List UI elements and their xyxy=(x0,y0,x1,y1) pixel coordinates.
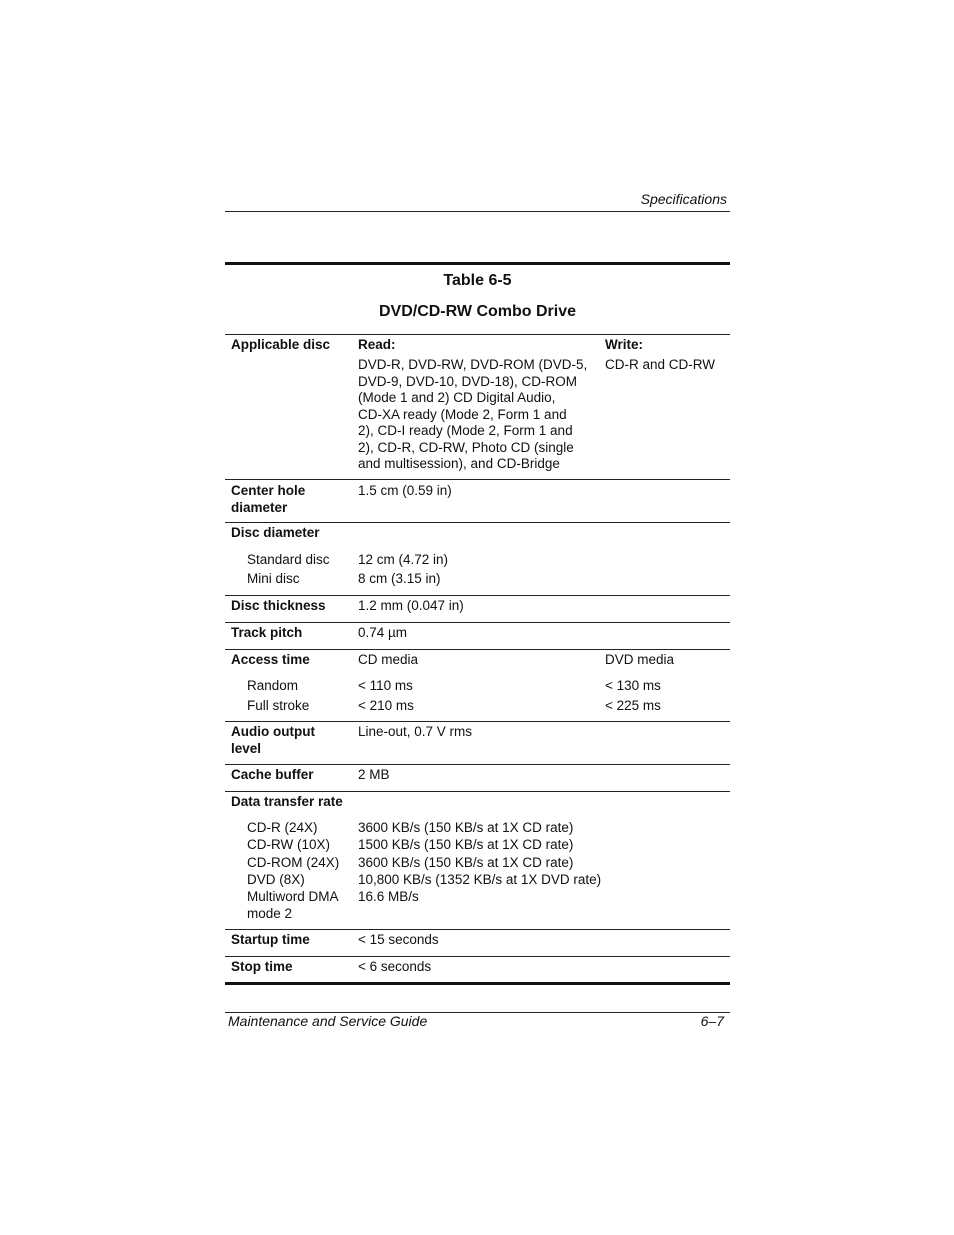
text-line: CD-XA ready (Mode 2, Form 1 and xyxy=(358,406,567,422)
sub-value: 8 cm (3.15 in) xyxy=(358,571,441,586)
row-label: Stop time xyxy=(231,959,293,974)
text-line: level xyxy=(231,740,262,756)
row-stop-time xyxy=(225,957,730,982)
text-line: (Mode 1 and 2) CD Digital Audio, xyxy=(358,390,556,405)
sub-label: DVD (8X) xyxy=(247,872,305,887)
cd-value: < 110 ms xyxy=(358,678,413,693)
sub-value: 1500 KB/s (150 KB/s at 1X CD rate) xyxy=(358,837,574,852)
text-line: DVD-R, DVD-RW, DVD-ROM (DVD-5, xyxy=(358,357,588,372)
table-title: DVD/CD-RW Combo Drive xyxy=(378,303,577,320)
row-data-transfer xyxy=(225,792,730,930)
row-label xyxy=(231,724,355,757)
row-value: 0.74 µm xyxy=(358,625,408,640)
sub-value: 12 cm (4.72 in) xyxy=(358,552,449,567)
text-line: diameter xyxy=(231,499,288,515)
sub-label: CD-R (24X) xyxy=(247,820,318,835)
row-disc-thickness xyxy=(225,596,730,623)
row-value: Line-out, 0.7 V rms xyxy=(358,724,473,739)
row-label: Applicable disc xyxy=(231,337,331,352)
row-applicable-disc xyxy=(225,335,730,480)
row-label: Cache buffer xyxy=(231,767,314,782)
text-line: 2), CD-I ready (Mode 2, Form 1 and xyxy=(358,423,573,438)
row-center-hole xyxy=(225,480,730,523)
read-heading: Read: xyxy=(358,337,396,352)
row-label: Startup time xyxy=(231,932,310,947)
header-rule xyxy=(225,211,730,212)
text-line: Audio output xyxy=(231,724,315,739)
table-number: Table 6-5 xyxy=(443,272,512,289)
sub-label: Random xyxy=(247,678,299,693)
text-line: Multiword DMA xyxy=(247,889,339,904)
cd-value: < 210 ms xyxy=(358,698,414,713)
row-audio-output xyxy=(225,722,730,765)
dvd-value: < 130 ms xyxy=(605,678,661,693)
row-startup-time xyxy=(225,930,730,957)
running-header: Specifications xyxy=(640,191,727,207)
row-label: Disc thickness xyxy=(231,598,326,613)
row-access-time xyxy=(225,650,730,722)
sub-label xyxy=(247,889,371,922)
row-value: < 6 seconds xyxy=(358,959,432,974)
text-line: Center hole xyxy=(231,483,306,498)
sub-label: CD-RW (10X) xyxy=(247,837,331,852)
row-value: 1.5 cm (0.59 in) xyxy=(358,483,452,498)
table-top-rule xyxy=(225,262,730,265)
row-value: 2 MB xyxy=(358,767,390,782)
row-label: Track pitch xyxy=(231,625,303,640)
write-formats: CD-R and CD-RW xyxy=(605,357,716,372)
write-heading: Write: xyxy=(605,337,644,352)
text-line: mode 2 xyxy=(247,905,293,921)
read-formats xyxy=(358,357,603,473)
row-disc-diameter xyxy=(225,523,730,596)
row-label xyxy=(231,483,355,516)
text-line: 2), CD-R, CD-RW, Photo CD (single xyxy=(358,439,574,455)
col-heading-cd: CD media xyxy=(358,652,419,667)
row-label: Access time xyxy=(231,652,310,667)
row-label: Disc diameter xyxy=(231,525,320,540)
sub-label: Mini disc xyxy=(247,571,300,586)
row-label: Data transfer rate xyxy=(231,794,343,809)
page-number: 6–7 xyxy=(700,1013,724,1029)
spec-table xyxy=(225,334,730,985)
row-cache-buffer xyxy=(225,765,730,792)
row-value: 1.2 mm (0.047 in) xyxy=(358,598,464,613)
sub-label: Full stroke xyxy=(247,698,310,713)
sub-value: 10,800 KB/s (1352 KB/s at 1X DVD rate) xyxy=(358,872,602,887)
footer-title: Maintenance and Service Guide xyxy=(228,1013,428,1029)
sub-label: Standard disc xyxy=(247,552,330,567)
col-heading-dvd: DVD media xyxy=(605,652,675,667)
sub-value: 3600 KB/s (150 KB/s at 1X CD rate) xyxy=(358,820,574,835)
sub-value: 16.6 MB/s xyxy=(358,889,419,904)
row-track-pitch xyxy=(225,623,730,650)
text-line: and multisession), and CD-Bridge xyxy=(358,456,560,471)
text-line: DVD-9, DVD-10, DVD-18), CD-ROM xyxy=(358,373,578,389)
dvd-value: < 225 ms xyxy=(605,698,661,713)
sub-value: 3600 KB/s (150 KB/s at 1X CD rate) xyxy=(358,855,574,870)
row-value: < 15 seconds xyxy=(358,932,439,947)
sub-label: CD-ROM (24X) xyxy=(247,855,340,870)
